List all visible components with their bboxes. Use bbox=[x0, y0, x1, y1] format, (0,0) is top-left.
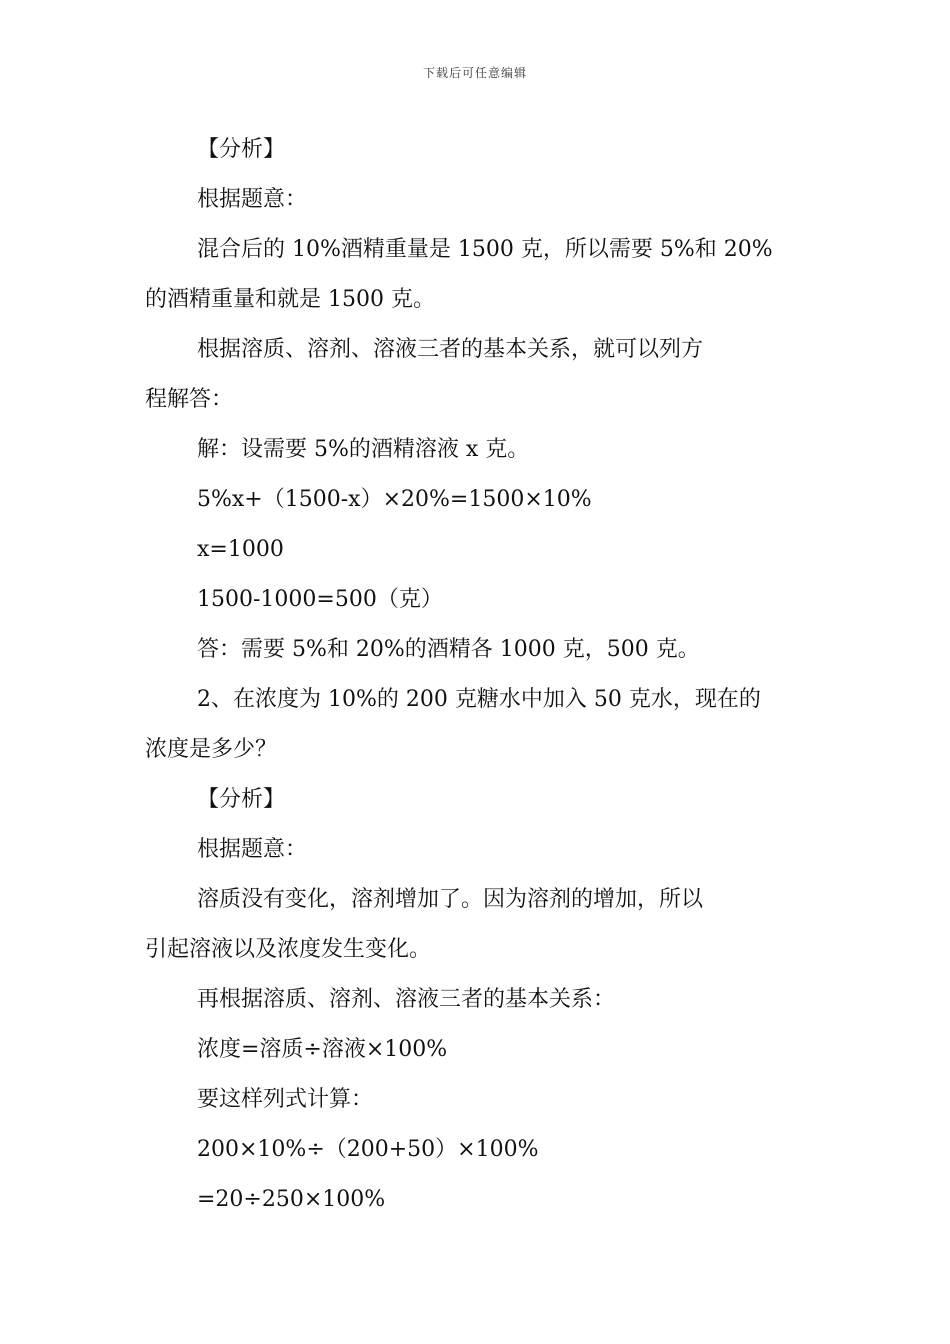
paragraph-line: 根据溶质、溶剂、溶液三者的基本关系，就可以列方 bbox=[197, 337, 704, 362]
paragraph-line: 根据题意： bbox=[197, 187, 308, 212]
equation-line: 1500-1000=500（克） bbox=[197, 587, 443, 612]
question-line: 浓度是多少？ bbox=[145, 737, 278, 762]
paragraph-line: 的酒精重量和就是 1500 克。 bbox=[145, 287, 435, 312]
answer-line: 答：需要 5%和 20%的酒精各 1000 克，500 克。 bbox=[197, 637, 700, 662]
section-heading-analysis: 【分析】 bbox=[197, 137, 286, 162]
document-body bbox=[145, 125, 815, 1225]
section-heading-analysis: 【分析】 bbox=[197, 787, 286, 812]
formula-line: 浓度=溶质÷溶液×100% bbox=[197, 1037, 448, 1062]
equation-line: 5%x+（1500-x）×20%=1500×10% bbox=[197, 487, 592, 512]
equation-line: x=1000 bbox=[197, 537, 284, 562]
paragraph-line: 根据题意： bbox=[197, 837, 308, 862]
paragraph-line: 要这样列式计算： bbox=[197, 1087, 374, 1112]
paragraph-line: 引起溶液以及浓度发生变化。 bbox=[145, 937, 432, 962]
paragraph-line: 溶质没有变化，溶剂增加了。因为溶剂的增加，所以 bbox=[197, 887, 704, 912]
paragraph-line: 混合后的 10%酒精重量是 1500 克，所以需要 5%和 20% bbox=[197, 237, 773, 262]
page-header: 下载后可任意编辑 bbox=[422, 66, 527, 80]
paragraph-line: 再根据溶质、溶剂、溶液三者的基本关系： bbox=[197, 987, 616, 1012]
solution-line: 解：设需要 5%的酒精溶液 x 克。 bbox=[197, 437, 530, 462]
equation-line: 200×10%÷（200+50）×100% bbox=[197, 1137, 539, 1162]
question-line: 2、在浓度为 10%的 200 克糖水中加入 50 克水，现在的 bbox=[197, 687, 761, 712]
equation-line: =20÷250×100% bbox=[197, 1187, 386, 1212]
paragraph-line: 程解答： bbox=[145, 387, 234, 412]
